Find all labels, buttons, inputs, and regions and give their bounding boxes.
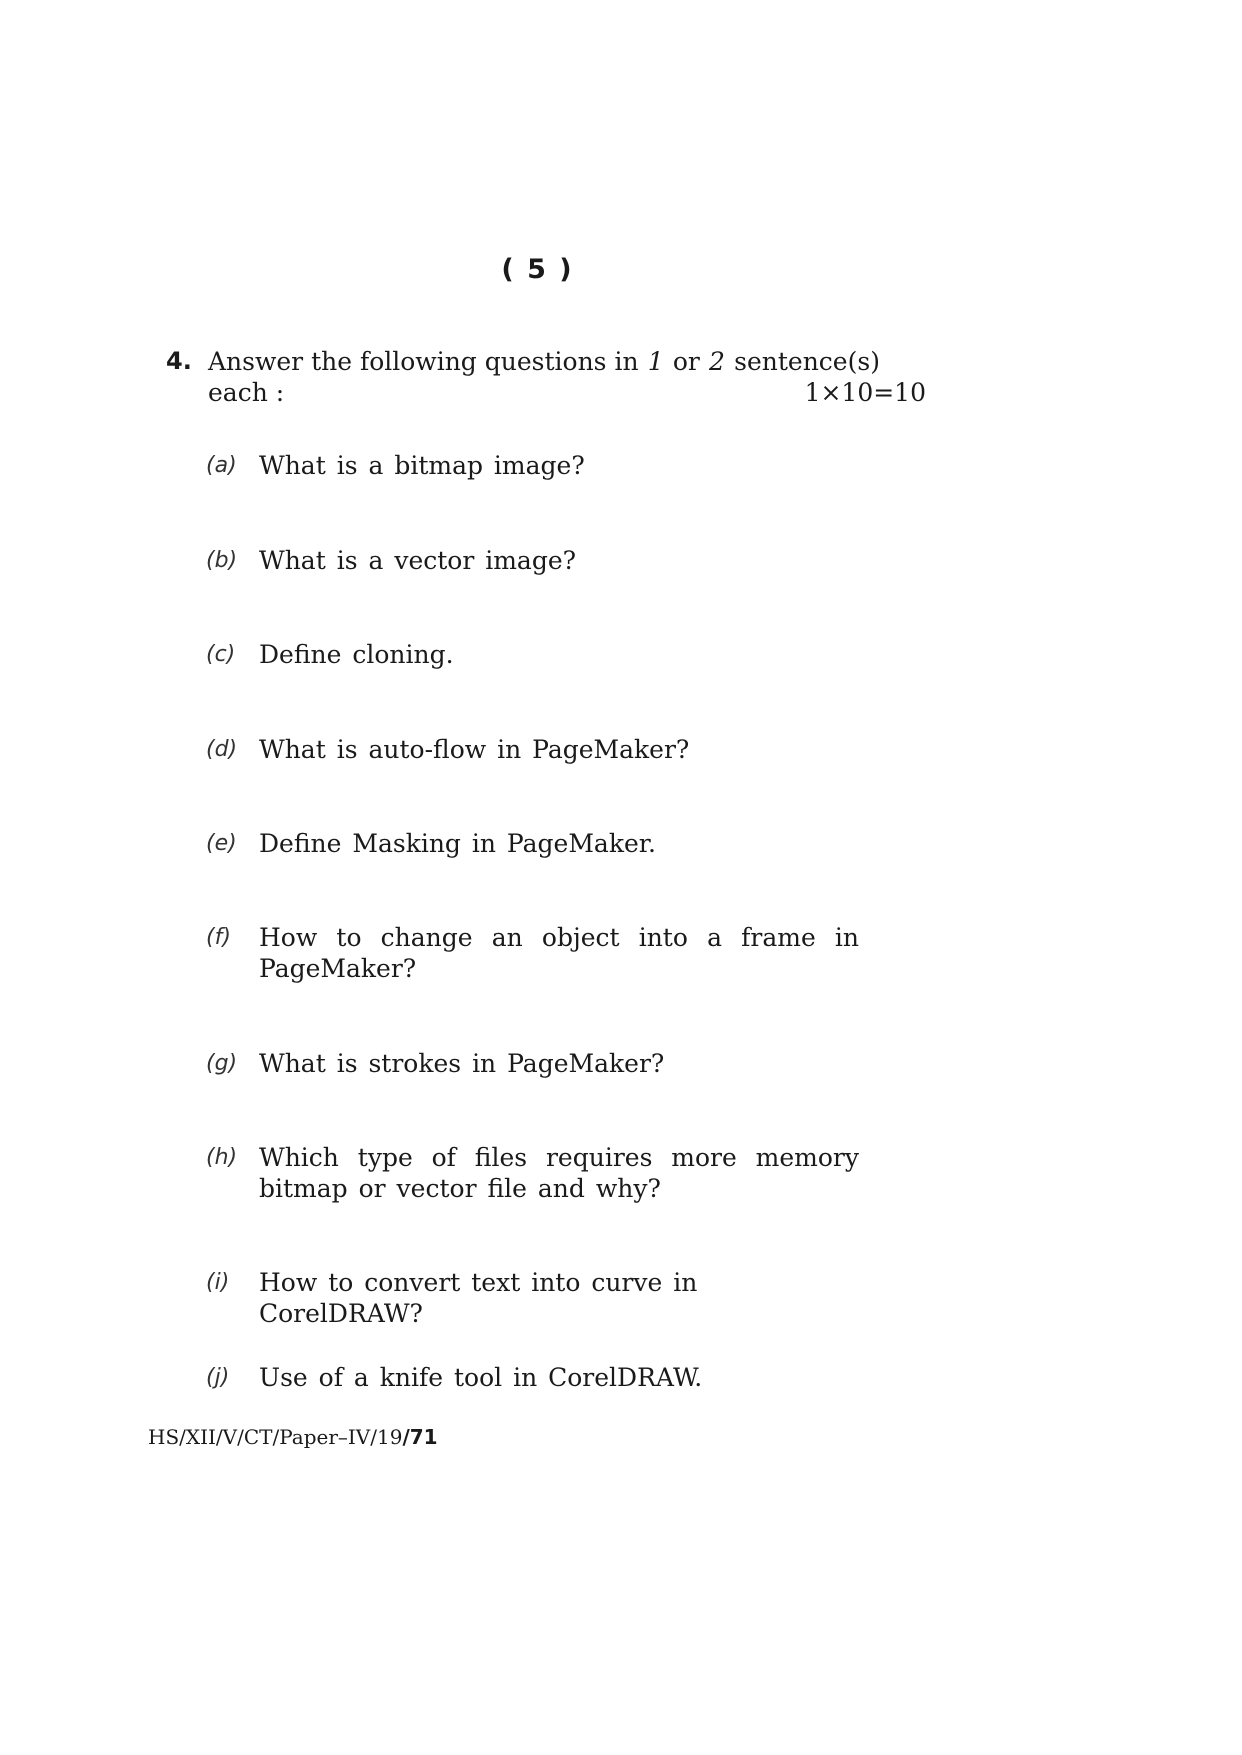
sub-question-h bbox=[206, 1142, 906, 1204]
instruction-num2: 2 bbox=[709, 347, 725, 376]
sub-question-text: What is a bitmap image? bbox=[259, 451, 585, 480]
paper-code-suffix: /71 bbox=[402, 1425, 438, 1449]
sub-question-text: What is a vector image? bbox=[259, 546, 577, 575]
sub-question-j bbox=[206, 1362, 906, 1393]
question-number: 4. bbox=[166, 347, 192, 375]
marks-allocation: 1×10=10 bbox=[804, 378, 926, 407]
sub-question-g bbox=[206, 1048, 906, 1079]
sub-question-text: What is auto-flow in PageMaker? bbox=[259, 735, 690, 764]
sub-question-label: (f) bbox=[206, 925, 231, 950]
sub-question-text: Define cloning. bbox=[259, 640, 454, 669]
sub-question-label: (c) bbox=[206, 642, 236, 667]
paper-code-text: HS/XII/V/CT/Paper–IV/19 bbox=[148, 1425, 403, 1449]
page-number: ( 5 ) bbox=[501, 254, 574, 285]
instruction-or: or bbox=[672, 347, 700, 376]
sub-question-label: (g) bbox=[206, 1051, 238, 1076]
sub-question-c bbox=[206, 639, 906, 670]
sub-question-b bbox=[206, 545, 906, 576]
sub-question-label: (j) bbox=[206, 1365, 230, 1390]
sub-question-e bbox=[206, 828, 906, 859]
sub-question-label: (i) bbox=[206, 1270, 230, 1295]
sub-question-text: Use of a knife tool in CorelDRAW. bbox=[259, 1363, 703, 1392]
sub-question-text: How to convert text into curve in CorelDRAW? bbox=[259, 1268, 698, 1328]
instruction-text-c: each : bbox=[208, 378, 285, 407]
sub-question-a bbox=[206, 450, 906, 481]
sub-question-label: (d) bbox=[206, 737, 238, 762]
question-4 bbox=[166, 346, 926, 408]
paper-code bbox=[148, 1425, 438, 1449]
sub-question-text: Which type of files requires more memory bitmap or vector file and why? bbox=[259, 1143, 859, 1203]
sub-question-label: (h) bbox=[206, 1145, 238, 1170]
sub-question-d bbox=[206, 734, 906, 765]
sub-question-label: (e) bbox=[206, 831, 237, 856]
sub-question-label: (a) bbox=[206, 453, 237, 478]
sub-question-text: What is strokes in PageMaker? bbox=[259, 1049, 665, 1078]
sub-question-text: Define Masking in PageMaker. bbox=[259, 829, 656, 858]
sub-question-text: How to change an object into a frame in PageMaker? bbox=[259, 923, 859, 983]
instruction-text-b: sentence(s) bbox=[734, 347, 880, 376]
question-instructions bbox=[208, 346, 926, 408]
instruction-num1: 1 bbox=[647, 347, 664, 376]
sub-question-f bbox=[206, 922, 906, 984]
instruction-text-a: Answer the following questions in bbox=[208, 347, 639, 376]
sub-question-label: (b) bbox=[206, 548, 238, 573]
sub-question-i bbox=[206, 1267, 906, 1329]
